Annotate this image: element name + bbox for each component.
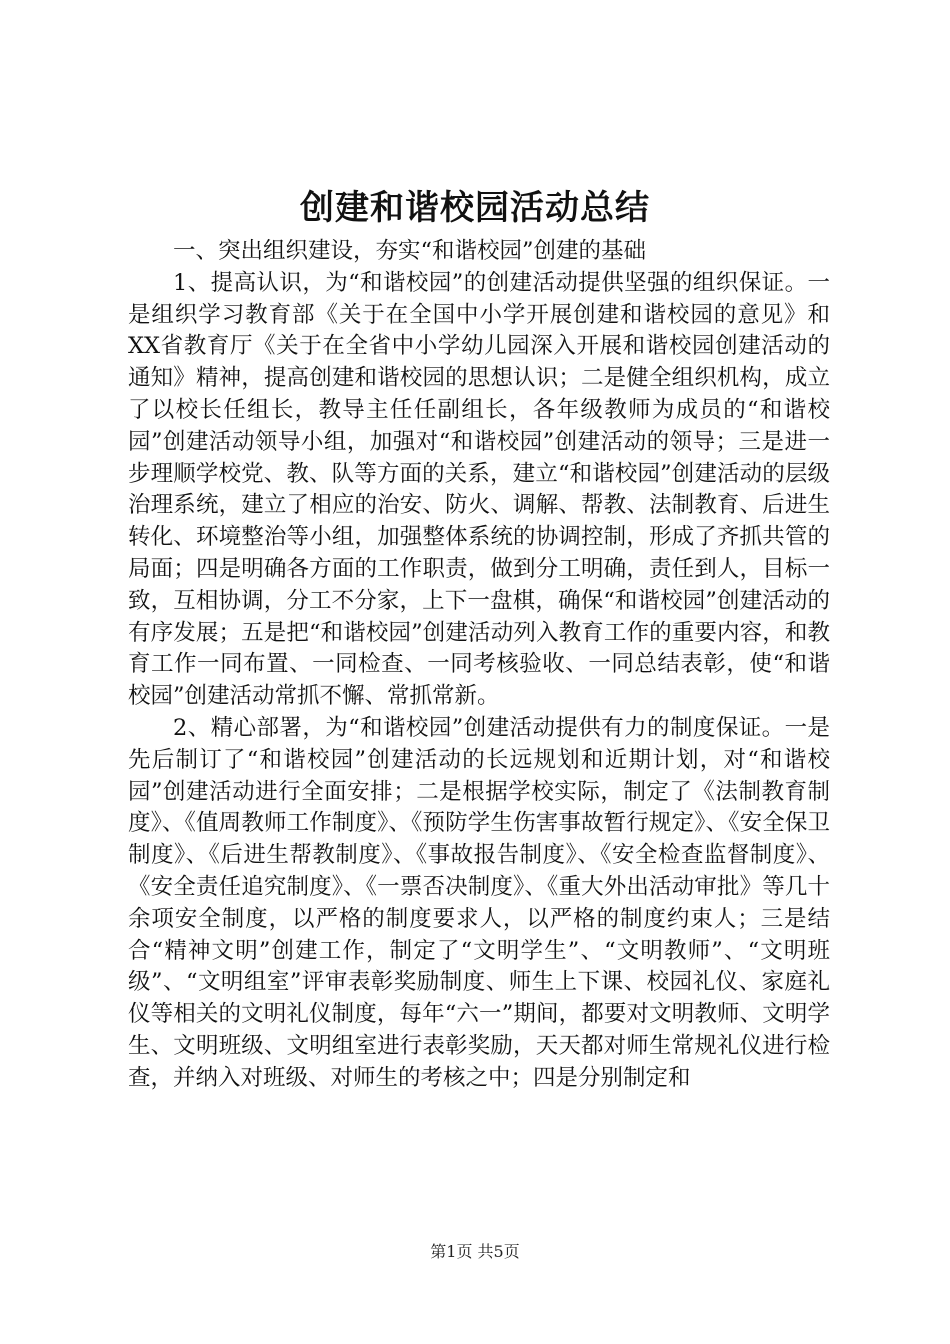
document-title: 创建和谐校园活动总结	[300, 188, 650, 228]
body-paragraph: 1、提高认识，为“和谐校园”的创建活动提供坚强的组织保证。一是组织学习教育部《关于在全国中小学开展创建和谐校园的意见》和XX省教育厅《关于在全省中小学幼儿园深入开展和谐校园创建活动的通知》精神，提高创建和谐校园的思想认识；二是健全组织机构，成立了以校长任组长，教导主任任副组长，各年级教师为成员的“和谐校园”创建活动领导小组，加强对“和谐校园”创建活动的领导；三是进一步理顺学校党、教、队等方面的关系，建立“和谐校园”创建活动的层级治理系统，建立了相应的治安、防火、调解、帮教、法制教育、后进生转化、环境整治等小组，加强整体系统的协调控制，形成了齐抓共管的局面；四是明确各方面的工作职责，做到分工明确，责任到人，目标一致，互相协调，分工不分家，上下一盘棋，确保“和谐校园”创建活动的有序发展；五是把“和谐校园”创建活动列入教育工作的重要内容，和教育工作一同布置、一同检查、一同考核验收、一同总结表彰，使“和谐校园”创建活动常抓不懈、常抓常新。	[128, 269, 830, 710]
body-paragraph: 2、精心部署，为“和谐校园”创建活动提供有力的制度保证。一是先后制订了“和谐校园”创建活动的长远规划和近期计划，对“和谐校园”创建活动进行全面安排；二是根据学校实际，制定了《法制教育制度》、《值周教师工作制度》、《预防学生伤害事故暂行规定》、《安全保卫制度》、《后进生帮教制度》、《事故报告制度》、《安全检查监督制度》、《安全责任追究制度》、《一票否决制度》、《重大外出活动审批》等几十余项安全制度，以严格的制度要求人，以严格的制度约束人；三是结合“精神文明”创建工作，制定了“文明学生”、“文明教师”、“文明班级”、“文明组室”评审表彰奖励制度、师生上下课、校园礼仪、家庭礼仪等相关的文明礼仪制度，每年“六一”期间，都要对文明教师、文明学生、文明班级、文明组室进行表彰奖励，天天都对师生常规礼仪进行检查，并纳入对班级、对师生的考核之中；四是分别制定和	[128, 714, 830, 1091]
section-heading: 一、突出组织建设，夯实“和谐校园”创建的基础	[173, 238, 647, 264]
page-number: 第1页 共5页	[430, 1242, 520, 1261]
document-body	[128, 236, 830, 1095]
